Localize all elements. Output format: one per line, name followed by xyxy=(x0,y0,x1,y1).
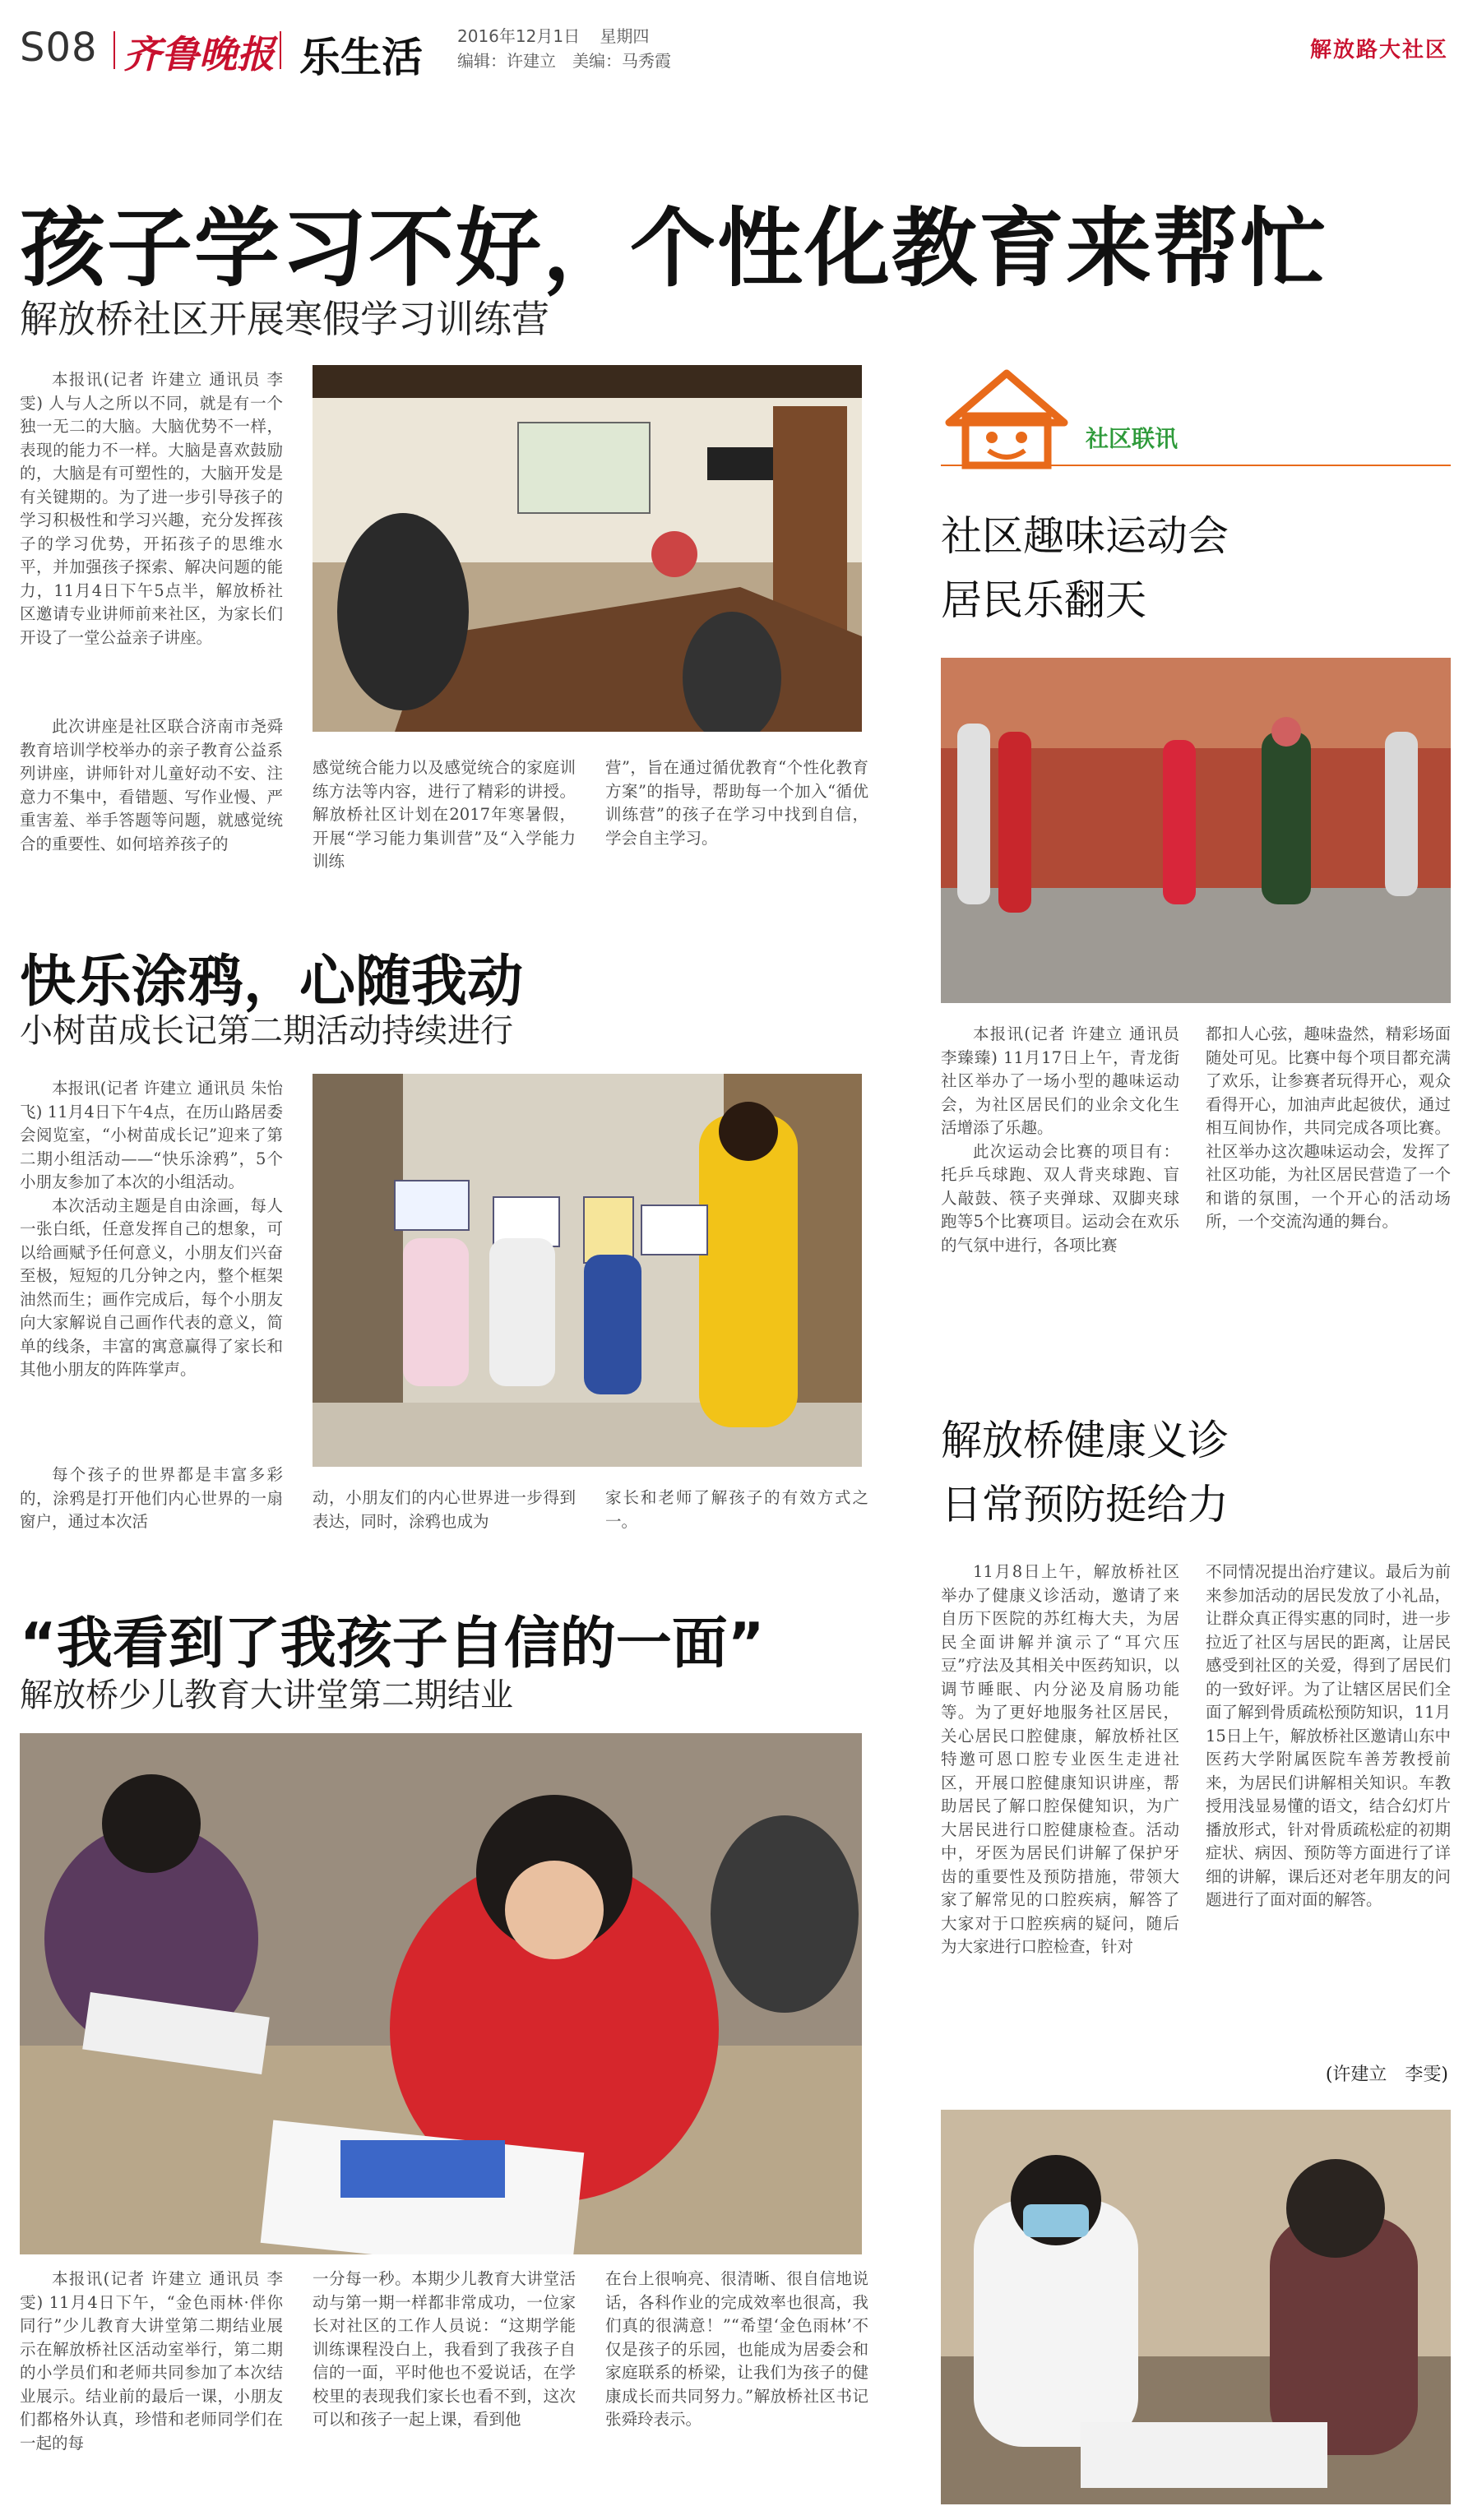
issue-weekday: 星期四 xyxy=(600,26,650,46)
section-name: 解放路大社区 xyxy=(1309,38,1448,62)
story4-paragraph: 此次运动会比赛的项目有：托乒乓球跑、双人背夹球跑、盲人敲鼓、筷子夹弹球、双脚夹球跑等5个比赛项目。运动会在欢乐的气氛中进行，各项比赛 xyxy=(941,1141,1179,1255)
story2-paragraph: 每个孩子的世界都是丰富多彩的，涂鸦是打开他们内心世界的一扇窗户，通过本次活 xyxy=(20,1465,283,1531)
story1-paragraph: 营”，旨在通过循优教育“个性化教育方案”的指导，帮助每一个加入“循优训练营”的孩子在学习中找到自信，学会自主学习。 xyxy=(605,758,868,848)
header-divider xyxy=(280,31,281,69)
story2-text-col-d xyxy=(605,1487,868,1546)
story2-paragraph: 本次活动主题是自由涂画，每人一张白纸，任意发挥自己的想象，可以给画赋予任何意义，小朋友们兴奋至极，短短的几分钟之内，整个框架油然而生；画作完成后，每个小朋友向大家解说自己画作代表的意义，简单的线条，丰富的寓意赢得了家长和其他小朋友的阵阵掌声。 xyxy=(20,1195,283,1379)
story3-text-col-a xyxy=(20,2268,283,2506)
story1-paragraph: 感觉统合能力以及感觉统合的家庭训练方法等内容，进行了精彩的讲授。解放桥社区计划在2017年寒暑假，开展“学习能力集训营”及“入学能力训练 xyxy=(313,758,576,871)
story5-headline-line1: 解放桥健康义诊 xyxy=(941,1417,1229,1464)
story5-text-col-a xyxy=(941,1561,1179,2078)
story5-photo-health-clinic xyxy=(941,2110,1451,2504)
header-divider xyxy=(113,31,115,69)
issue-date-line xyxy=(457,23,649,47)
story5-signature: (许建立 李雯) xyxy=(1325,2065,1448,2085)
community-news-label: 社区联讯 xyxy=(1086,425,1179,452)
lecture-room-image xyxy=(313,365,862,732)
story1-subheadline: 解放桥社区开展寒假学习训练营 xyxy=(20,297,549,341)
story1-paragraph: 此次讲座是社区联合济南市尧舜教育培训学校举办的亲子教育公益系列讲座，讲师针对儿童好动不安、注意力不集中，看错题、写作业慢、严重害羞、举手答题等问题，就感觉统合的重要性、如何培养孩子的 xyxy=(20,717,283,853)
story1-text-col-b xyxy=(20,715,283,888)
story4-paragraph: 本报讯(记者 许建立 通讯员 李臻臻) 11月17日上午，青龙街社区举办了一场小型的趣味运动会，为社区居民们的业余文化生活增添了乐趣。 xyxy=(941,1024,1179,1137)
story2-text-col-a xyxy=(20,1077,283,1455)
story5-text-col-b xyxy=(1206,1561,1451,2054)
story1-paragraph: 本报讯(记者 许建立 通讯员 李雯) 人与人之所以不同，就是有一个独一无二的大脑。大脑优势不一样，表现的能力不一样。大脑是喜欢鼓励的，大脑是有可塑性的，大脑开发是有关键期的。为了进一步引导孩子的学习积极性和学习兴趣，充分发挥孩子的学习优势，开拓孩子的思维水平，并加强孩子探索、解决问题的能力，11月4日下午5点半，解放桥社区邀请专业讲师前来社区，为家长们开设了一堂公益亲子讲座。 xyxy=(20,370,283,647)
story4-photo-sports-meet xyxy=(941,658,1451,1003)
story3-photo-classroom xyxy=(20,1733,862,2254)
story2-paragraph: 家长和老师了解孩子的有效方式之一。 xyxy=(605,1488,868,1531)
story3-paragraph: 本报讯(记者 许建立 通讯员 李雯) 11月4日下午，“金色雨林·伴你同行”少儿教育大讲堂第二期结业展示在解放桥社区活动室举行，第二期的小学员们和老师共同参加了本次结业展示。结业前的最后一课，小朋友们都格外认真，珍惜和老师同学们在一起的每 xyxy=(20,2269,283,2453)
story2-headline: 快乐涂鸦，心随我动 xyxy=(20,950,524,1015)
column-name: 乐生活 xyxy=(299,34,423,81)
children-drawings-image xyxy=(313,1074,862,1467)
story5-headline-line2: 日常预防挺给力 xyxy=(941,1481,1229,1528)
story4-paragraph: 都扣人心弦，趣味盎然，精彩场面随处可见。比赛中每个项目都充满了欢乐，让参赛者玩得开心，观众看得开心，加油声此起彼伏，通过相互间协作，共同完成各项比赛。社区举办这次趣味运动会，发挥了社区功能，为社区居民营造了一个和谐的氛围，一个开心的活动场所，一个交流沟通的舞台。 xyxy=(1206,1024,1451,1231)
community-news-badge xyxy=(941,365,1451,472)
issue-date: 2016年12月1日 xyxy=(457,26,581,46)
sports-meet-image xyxy=(941,658,1451,1003)
story4-text-col-b xyxy=(1206,1023,1451,1352)
story3-subheadline: 解放桥少儿教育大讲堂第二期结业 xyxy=(20,1676,513,1714)
story3-text-col-b xyxy=(313,2268,576,2506)
house-smile-icon xyxy=(941,365,1451,472)
editors-line: 编辑：许建立 美编：马秀霞 xyxy=(457,51,671,71)
badge-underline xyxy=(941,465,1451,466)
story2-photo-children-drawings xyxy=(313,1074,862,1467)
story2-text-col-b xyxy=(20,1463,283,1546)
story5-paragraph: 不同情况提出治疗建议。最后为前来参加活动的居民发放了小礼品，让群众真正得实惠的同时，进一步拉近了社区与居民的距离，让居民感受到社区的关爱，得到了居民们的一致好评。为了让辖区居民们全面了解到骨质疏松预防知识，11月15日上午，解放桥社区邀请山东中医药大学附属医院车善芳教授前来，为居民们讲解相关知识。车教授用浅显易懂的语文，结合幻灯片播放形式，针对骨质疏松症的初期症状、病因、预防等方面进行了详细的讲解，课后还对老年朋友的问题进行了面对面的解答。 xyxy=(1206,1562,1451,1909)
story3-text-col-c xyxy=(605,2268,868,2506)
story4-headline-line1: 社区趣味运动会 xyxy=(941,512,1229,560)
story4-text-col-a xyxy=(941,1023,1179,1352)
story3-paragraph: 一分每一秒。本期少儿教育大讲堂活动与第一期一样都非常成功，一位家长对社区的工作人员说：“这期学能训练课程没白上，我看到了我孩子自信的一面，平时他也不爱说话，在学校里的表现我们家长也看不到，这次可以和孩子一起上课，看到他 xyxy=(313,2269,576,2429)
story4-headline-line2: 居民乐翻天 xyxy=(941,576,1146,624)
story2-paragraph: 本报讯(记者 许建立 通讯员 朱怡飞) 11月4日下午4点，在历山路居委会阅览室，“小树苗成长记”迎来了第二期小组活动——“快乐涂鸦”，5个小朋友参加了本次的小组活动。 xyxy=(20,1079,283,1191)
story1-headline: 孩子学习不好，个性化教育来帮忙 xyxy=(20,198,1328,298)
story3-headline: “我看到了我孩子自信的一面” xyxy=(20,1611,765,1676)
story3-paragraph: 在台上很响亮、很清晰、很自信地说话，各科作业的完成效率也很高，我们真的很满意！”“希望‘金色雨林’不仅是孩子的乐园，也能成为居委会和家庭联系的桥梁，让我们为孩子的健康成长而共同努力。”解放桥社区书记张舜玲表示。 xyxy=(605,2269,868,2429)
story1-text-col-c xyxy=(313,756,576,888)
page-number: S08 xyxy=(20,25,98,71)
health-clinic-image xyxy=(941,2110,1451,2504)
story2-text-col-c xyxy=(313,1487,576,1546)
story2-subheadline: 小树苗成长记第二期活动持续进行 xyxy=(20,1012,513,1050)
classroom-image xyxy=(20,1733,862,2254)
story1-text-col-a xyxy=(20,368,283,714)
story1-text-col-d xyxy=(605,756,868,888)
story5-paragraph: 11月8日上午，解放桥社区举办了健康义诊活动，邀请了来自历下医院的苏红梅大夫，为居民全面讲解并演示了“耳穴压豆”疗法及其相关中医药知识，以调节睡眠、内分泌及肩肠功能等。为了更好地服务社区居民，关心居民口腔健康，解放桥社区特邀可恩口腔专业医生走进社区，开展口腔健康知识讲座，帮助居民了解口腔保健知识，为广大居民进行口腔健康检查。活动中，牙医为居民们讲解了保护牙齿的重要性及预防措施，带领大家了解常见的口腔疾病，解答了大家对于口腔疾病的疑问，随后为大家进行口腔检查，针对 xyxy=(941,1562,1179,1956)
story1-photo-lecture-room xyxy=(313,365,862,732)
newspaper-logo: 齐鲁晚报 xyxy=(123,32,275,76)
story2-paragraph: 动，小朋友们的内心世界进一步得到表达，同时，涂鸦也成为 xyxy=(313,1488,576,1531)
